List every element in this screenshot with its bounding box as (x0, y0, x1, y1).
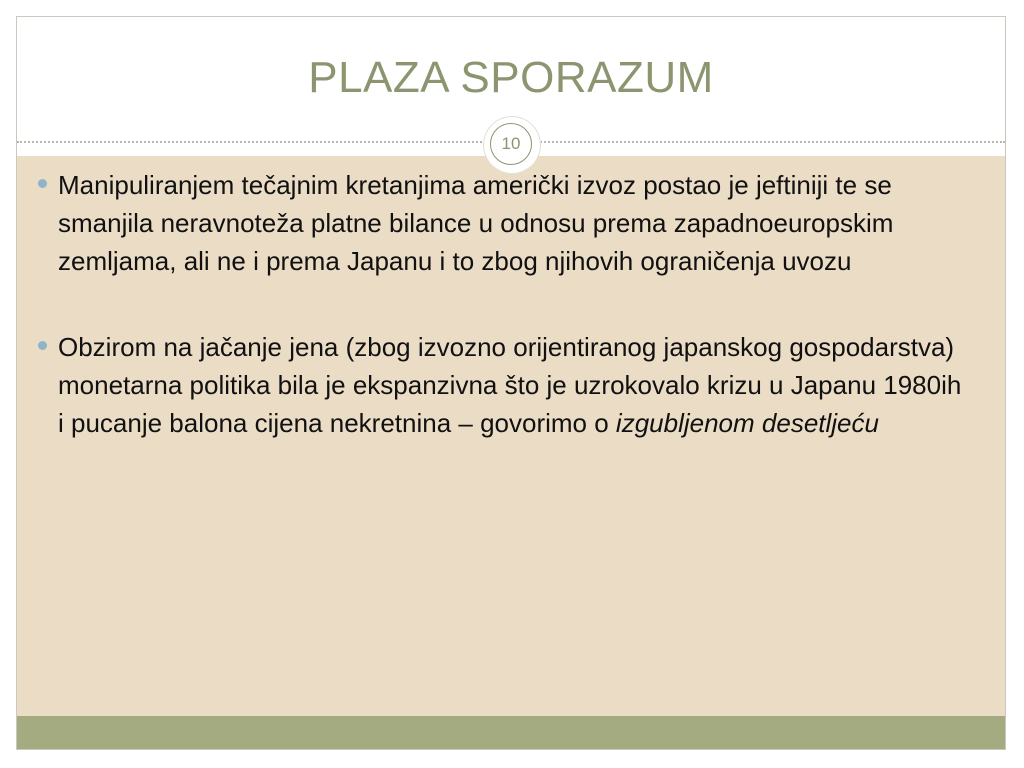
bullet-item (58, 166, 968, 280)
slide-number: 10 (490, 123, 532, 165)
slide-number-badge (484, 117, 540, 173)
footer-band (17, 716, 1005, 750)
bullet-item (58, 328, 968, 442)
slide-title: PLAZA SPORAZUM (308, 53, 714, 102)
bullet-marker-icon (38, 179, 47, 188)
bullet-text: Manipuliranjem tečajnim kretanjima američki izvoz postao je jeftiniji te se smanjila neravnoteža platne bilance u odnosu prema zapadnoeuropskim zemljama, ali ne i prema Japanu i to zbog njihovih ograničenja uvozu (58, 170, 894, 276)
bullet-marker-icon (38, 341, 47, 350)
bullet-list (58, 166, 968, 442)
bullet-italic-text: izgubljenom desetljeću (615, 408, 879, 438)
bullet-text: Obzirom na jačanje jena (zbog izvozno orijentiranog japanskog gospodarstva) monetarna politika bila je ekspanzivna što je uzrokovalo krizu u Japanu 1980ih i pucanje balona cijena nekretnina – govorimo o (58, 332, 962, 438)
